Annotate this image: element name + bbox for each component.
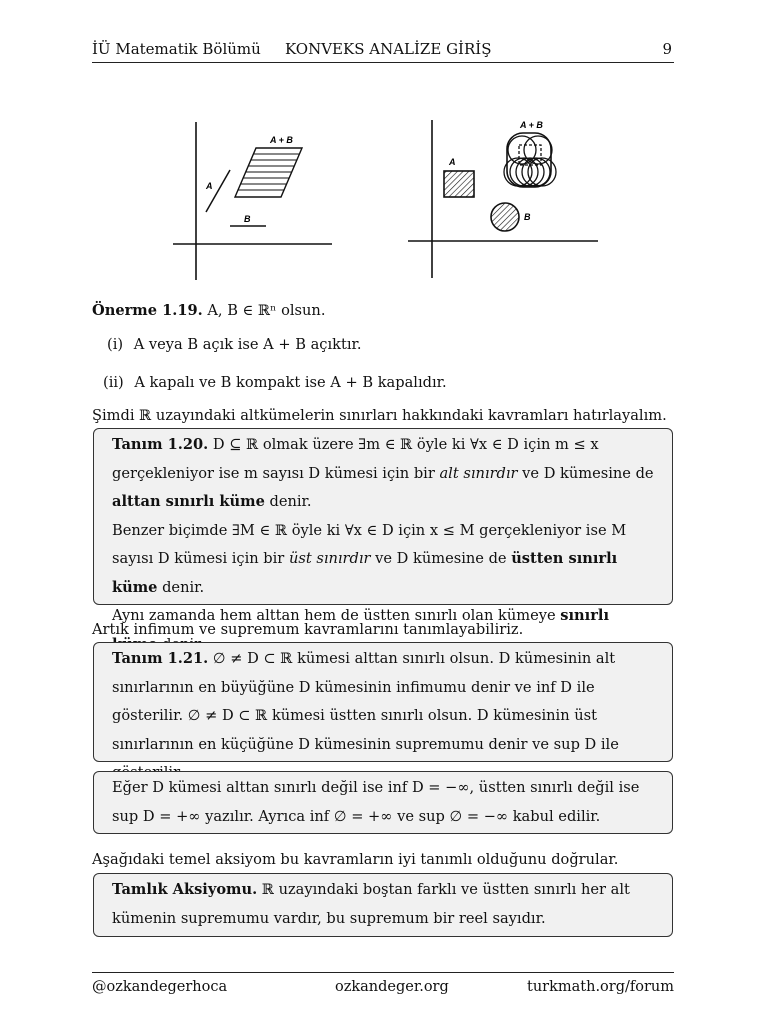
note-text: Eğer D kümesi alttan sınırlı değil ise inf D = −∞, üstten sınırlı değil ise sup D = +∞ yazılır. Ayrıca inf ∅ = +∞ ve sup ∅ = −∞ kabul edilir. (112, 779, 640, 825)
proposition-title: Önerme 1.19. (92, 302, 203, 319)
item-2-text: A kapalı ve B kompakt ise A + B kapalıdır. (134, 374, 447, 391)
definition-1-20-text: ve D kümesine de (522, 464, 654, 482)
set-sum-shape (504, 133, 556, 187)
footer-website: ozkandeger.org (335, 979, 449, 995)
set-a-square (444, 171, 474, 197)
header-department: İÜ Matematik Bölümü (92, 40, 261, 58)
right-label-sum: A + B (520, 120, 543, 130)
term-bounded-below: alttan sınırlı küme (112, 493, 265, 510)
page-header (92, 40, 674, 63)
item-1-text: A veya B açık ise A + B açıktır. (133, 336, 362, 353)
proposition-1-19 (92, 297, 674, 325)
definition-1-20-text: Benzer biçimde ∃M ∈ ℝ öyle ki ∀x ∈ D için x ≤ M gerçekleniyor ise M sayısı D kümesi için bir (112, 521, 627, 567)
footer-handle: @ozkandegerhoca (92, 979, 228, 995)
proposition-intro: A, B ∈ ℝⁿ olsun. (207, 302, 326, 319)
page-number: 9 (662, 40, 672, 58)
definition-1-20-text: denir. (162, 578, 205, 596)
term-upper-bound: üst sınırdır (288, 550, 371, 567)
transition-text-2: Artık infimum ve supremum kavramlarını tanımlayabiliriz. (92, 621, 524, 638)
left-label-b: B (244, 214, 251, 224)
item-2-number: (ii) (103, 374, 124, 391)
left-label-a: A (206, 181, 213, 191)
transition-text-1: Şimdi ℝ uzayındaki altkümelerin sınırları hakkındaki kavramları hatırlayalım. (92, 407, 667, 424)
definition-1-20-text: Aynı zamanda hem alttan hem de üstten sınırlı olan kümeye (112, 607, 556, 624)
definition-1-21-text: ∅ ≠ D ⊂ ℝ kümesi alttan sınırlı olsun. D kümesinin alt sınırlarının en büyüğüne D kümesinin infimumu denir ve inf D ile gösterilir. ∅ ≠ D ⊂ ℝ kümesi üstten sınırlı olsun. D kümesinin üst sınırlarının en küçüğüne D kümesinin supremumu denir ve sup D ile (112, 650, 619, 753)
axiom-text: ℝ uzayındaki boştan farklı ve üstten sınırlı her alt kümenin supremumu vardır, bu supremum bir reel sayıdır. (112, 881, 630, 927)
header-title: KONVEKS ANALİZE GİRİŞ (285, 40, 492, 58)
completeness-axiom-box (93, 873, 673, 937)
term-bounded-set: sınırlı (560, 607, 609, 624)
left-label-sum: A + B (270, 135, 293, 145)
set-b-disk (491, 203, 519, 231)
footer-forum: turkmath.org/forum (527, 979, 674, 995)
definition-1-20-box (93, 428, 673, 624)
term-bounded-above: üstten sınırlı küme (112, 550, 618, 596)
minkowski-sum-figures (160, 112, 610, 282)
proposition-item-2 (103, 369, 663, 397)
definition-1-20-title: Tanım 1.20. (112, 436, 209, 453)
figure-right (408, 120, 598, 278)
definition-1-21-title: Tanım 1.21. (112, 650, 209, 667)
proposition-item-1 (107, 331, 667, 359)
right-label-b: B (524, 212, 531, 222)
definition-1-20-text: ve D kümesine de (375, 550, 507, 567)
figure-left (173, 122, 332, 280)
item-1-number: (i) (107, 336, 124, 353)
right-label-a: A (449, 157, 456, 167)
transition-text-3: Aşağıdaki temel aksiyom bu kavramların iyi tanımlı olduğunu doğrular. (92, 851, 619, 868)
page-footer (92, 972, 674, 1003)
note-box (93, 771, 673, 834)
axiom-title: Tamlık Aksiyomu. (112, 881, 258, 898)
definition-1-20-text: D ⊆ ℝ olmak üzere ∃m ∈ ℝ öyle ki ∀x ∈ D için m ≤ x gerçekleniyor ise m sayısı D kümesi için bir (112, 436, 599, 482)
term-lower-bound: alt sınırdır (439, 464, 518, 482)
definition-1-20-text: denir. (269, 493, 312, 510)
definition-1-21-box (93, 642, 673, 762)
set-a-segment (206, 170, 230, 212)
